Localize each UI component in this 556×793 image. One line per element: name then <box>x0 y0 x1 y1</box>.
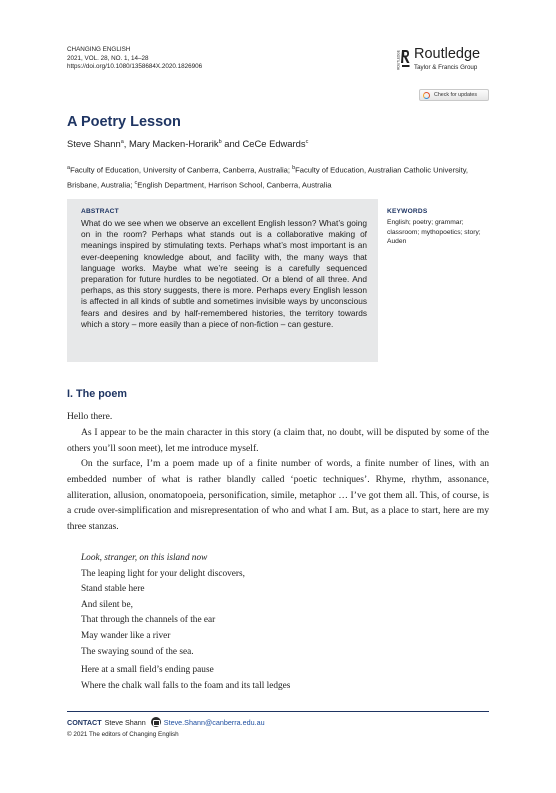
affiliation-text: Faculty of Education, University of Canberra, Canberra, Australia; <box>70 165 293 175</box>
svg-text:ROUTLEDGE: ROUTLEDGE <box>396 50 401 70</box>
article-title: A Poetry Lesson <box>67 114 181 130</box>
footer-divider <box>67 711 489 712</box>
copyright: © 2021 The editors of Changing English <box>67 731 179 738</box>
poem-line: Where the chalk wall falls to the foam and its tall ledges <box>81 680 291 691</box>
publisher-group: Taylor & Francis Group <box>414 64 478 71</box>
poem-stanza <box>81 551 481 660</box>
poem-line: May wander like a river <box>81 630 171 641</box>
keywords-heading: KEYWORDS <box>387 208 428 215</box>
publisher-name: Routledge <box>414 46 481 62</box>
affiliations: $^a$Faculty of Education, University of Canberra, Canberra, Australia; $^b$Faculty of Education, Australian Catholic University, Brisbane, Australia; $^c$English Department, Harrison School, Canberra, Australia <box>67 165 469 190</box>
affiliation-text: Faculty of Education, Australian Catholic University, Brisbane, Australia; <box>67 165 469 190</box>
affiliation-text: English Department, Harrison School, Canberra, Australia <box>137 180 332 190</box>
contact-label: CONTACT <box>67 717 102 727</box>
poem-line: And silent be, <box>81 599 133 610</box>
author-name[interactable]: CeCe Edwards <box>242 138 306 149</box>
abstract-text: What do we see when we observe an excellent English lesson? What’s going on in the room? Perhaps what stands out is a collaborative making of meanings inspired by stimulating texts. Perhaps what’s most important is an ever-deepening knowledge about, and facility with, the many ways that language works. Maybe what we’re seeing is a carefully sequenced preparation for future hurdles to be negotiated. Or a blend of all three. And perhaps, as this story suggests, there is more. Perhaps every English lesson is affected in all kinds of subtle and sometimes invisible ways by unconscious fears and desires and by half-remembered histories, the territory towards which a story – more easily than a piece of non-fiction – can gesture. <box>81 218 367 329</box>
body-paragraph: On the surface, I’m a poem made up of a finite number of words, a finite number of lines, with an embedded number of what is rather blandly called ‘poetic techniques’. Rhyme, rhythm, assonance, alliteration, allusion, onomatopoeia, personification, simile, metaphor … I’ve got them all. This, of course, is a crude over-simplification and misrepresentation of who and what I am. But, as a place to start, here are my three stanzas. <box>67 458 489 533</box>
body-paragraph: As I appear to be the main character in this story (a claim that, no doubt, will be disputed by some of the others you’ll soon meet), let me introduce myself. <box>67 427 489 454</box>
author-name[interactable]: Steve Shann <box>67 138 121 149</box>
contact-name: Steve Shann <box>104 717 146 727</box>
routledge-logo-icon <box>395 45 410 75</box>
journal-meta <box>67 46 202 72</box>
journal-volume: 2021, VOL. 28, NO. 1, 14–28 <box>67 54 149 62</box>
abstract-heading: ABSTRACT <box>81 208 119 215</box>
check-updates-icon <box>423 92 430 99</box>
poem-line: Stand stable here <box>81 584 145 595</box>
body-paragraph: Hello there. <box>67 411 113 422</box>
poem-line: The leaping light for your delight discovers, <box>81 568 245 579</box>
author-affil-mark: b <box>218 138 222 145</box>
contact-line <box>67 717 265 727</box>
author-affil-mark: c <box>305 138 309 145</box>
keywords-text: English; poetry; grammar; classroom; mythopoetics; story; Auden <box>387 219 481 246</box>
author-list: Steve Shann$^a$, Mary Macken-Horarik$^b$ and CeCe Edwards$^c$ <box>67 138 309 149</box>
poem-line: The swaying sound of the sea. <box>81 646 194 657</box>
email-icon <box>151 717 161 727</box>
poem-line: Look, stranger, on this island now <box>81 553 208 563</box>
journal-doi-link[interactable]: https://doi.org/10.1080/1358684X.2020.1826906 <box>67 63 203 71</box>
check-for-updates-button[interactable] <box>419 89 489 101</box>
author-name[interactable]: Mary Macken-Horarik <box>128 138 219 149</box>
check-updates-label: Check for updates <box>434 92 477 98</box>
section-heading: I. The poem <box>67 388 127 400</box>
author-affil-mark: a <box>120 138 124 145</box>
contact-email-link[interactable]: Steve.Shann@canberra.edu.au <box>163 717 265 727</box>
journal-name: CHANGING ENGLISH <box>67 46 131 53</box>
poem-line: That through the channels of the ear <box>81 615 216 626</box>
poem-stanza <box>81 663 481 694</box>
poem-line: Here at a small field’s ending pause <box>81 665 214 675</box>
